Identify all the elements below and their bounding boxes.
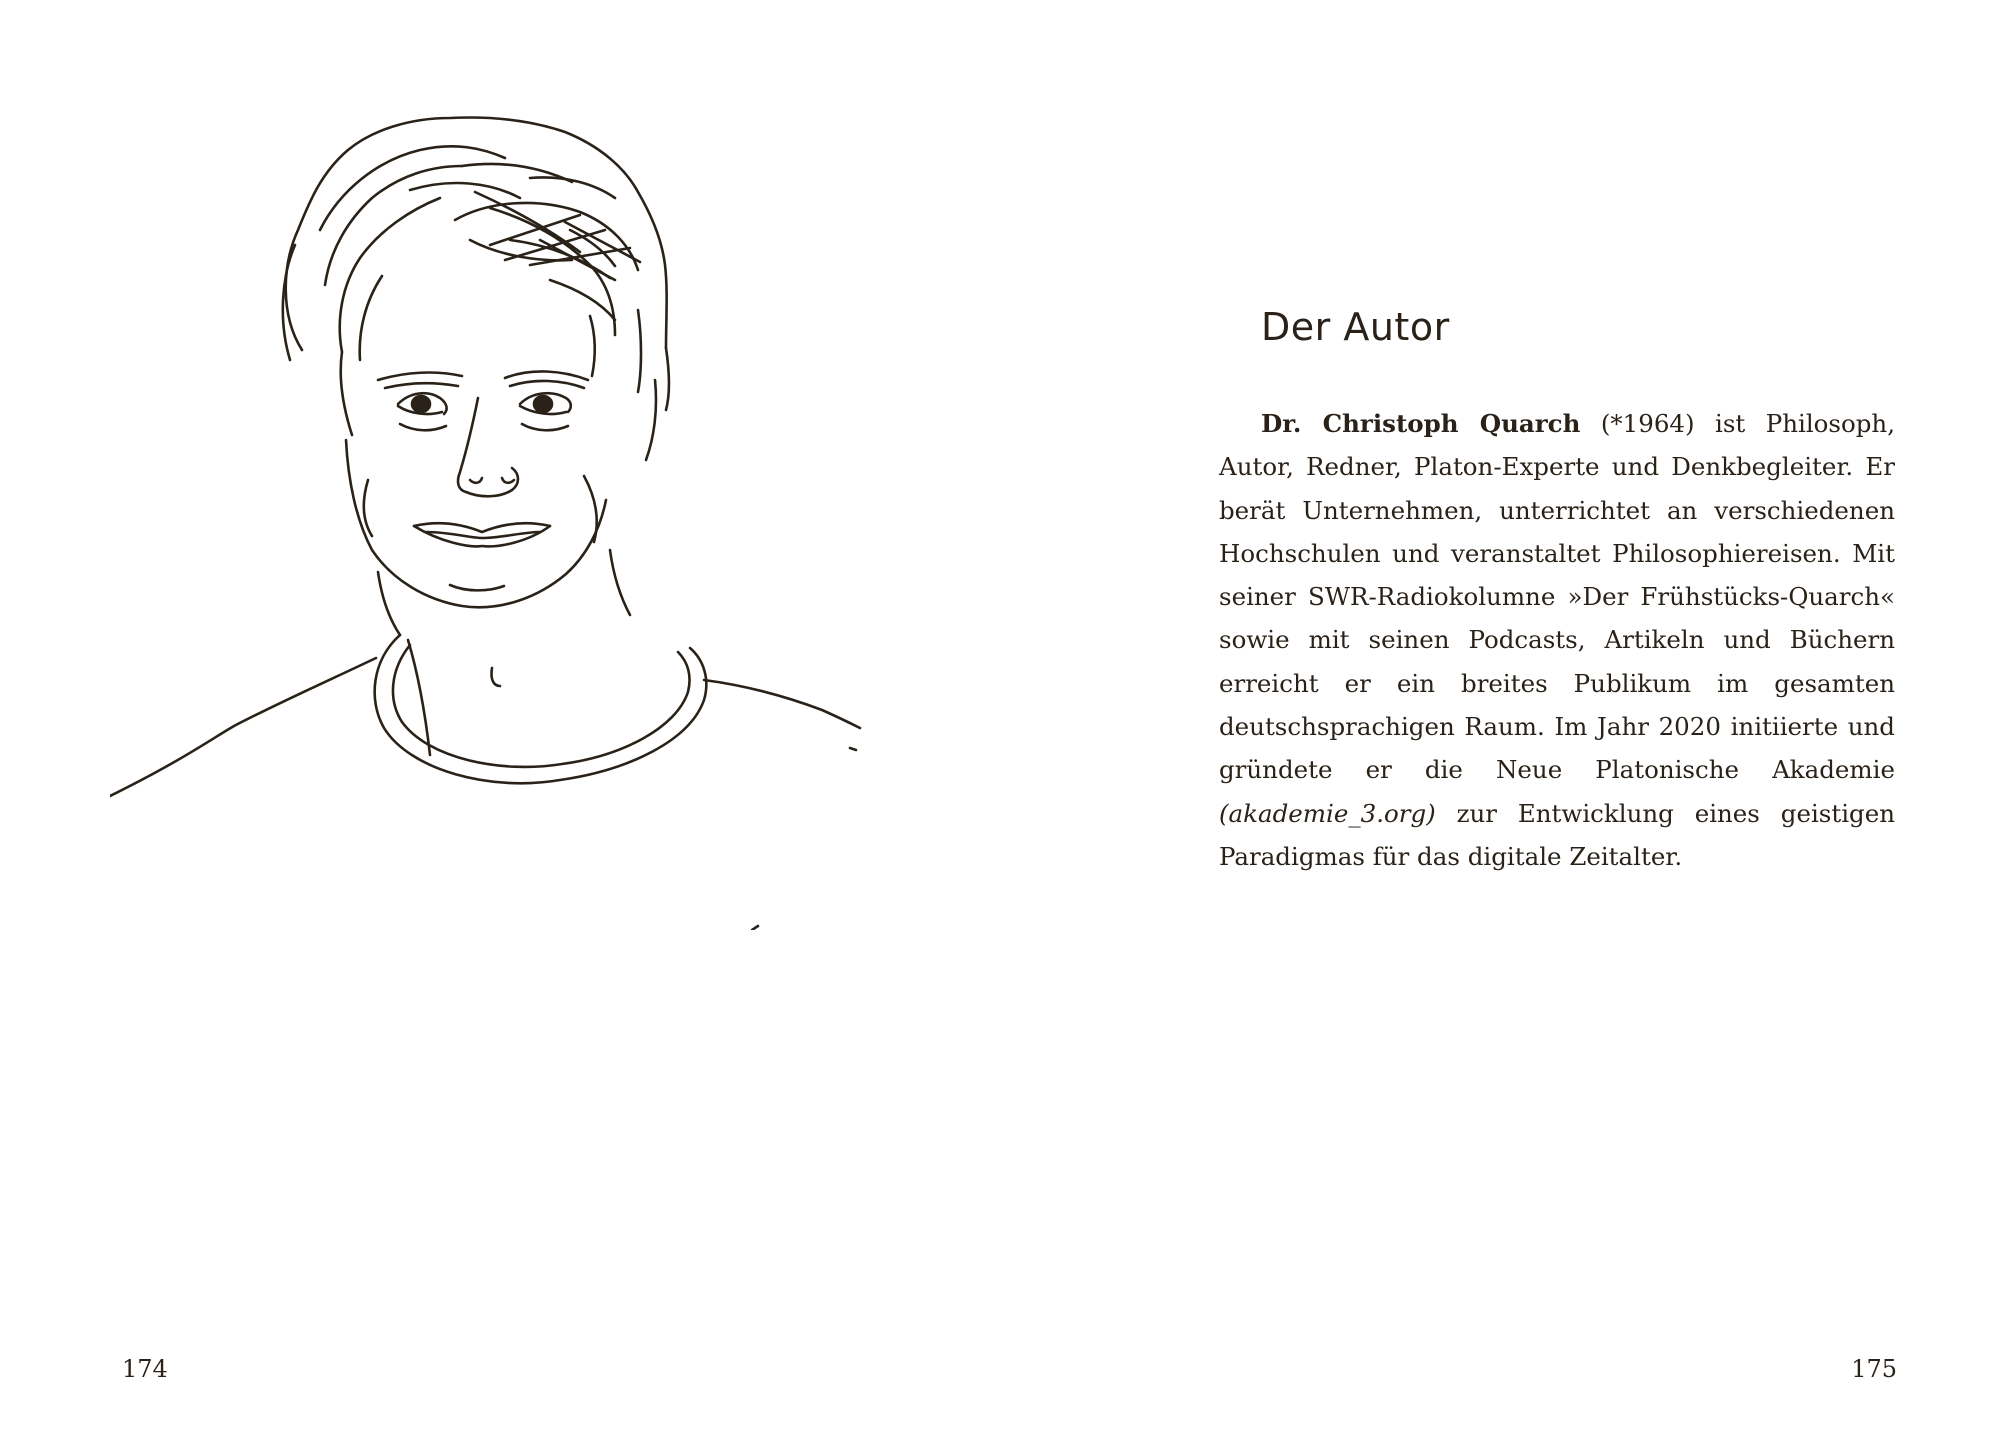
bio-text-part-1: (*1964) ist Philosoph, Autor, Redner, Platon-Experte und Denkbegleiter. Er berät Unternehmen, unterrichtet an verschiedenen Hochschulen und veranstaltet Philosophiereisen. Mit seiner SWR-Radiokolumne »Der Frühstücks-Quarch« sowie mit seinen Podcasts, Artikeln und Büchern erreicht er ein breites Publikum im gesamten deutschsprachigen Raum. Im Jahr 2020 initiierte und gründete er die Neue Platonische Akademie [1219, 409, 1895, 785]
page-number-right: 175 [1851, 1355, 1897, 1383]
right-page [1000, 0, 2000, 1434]
author-name: Dr. Christoph Quarch [1261, 409, 1581, 438]
bio-text-part-2: zur Entwicklung eines geistigen Paradigmas für das digitale Zeitalter. [1219, 798, 1895, 871]
author-bio-paragraph [1219, 402, 1895, 878]
page-number-left: 174 [122, 1355, 168, 1383]
section-heading: Der Autor [1261, 305, 1450, 349]
website-reference: (akademie_3.org) [1219, 798, 1436, 828]
author-portrait-illustration [110, 80, 950, 930]
